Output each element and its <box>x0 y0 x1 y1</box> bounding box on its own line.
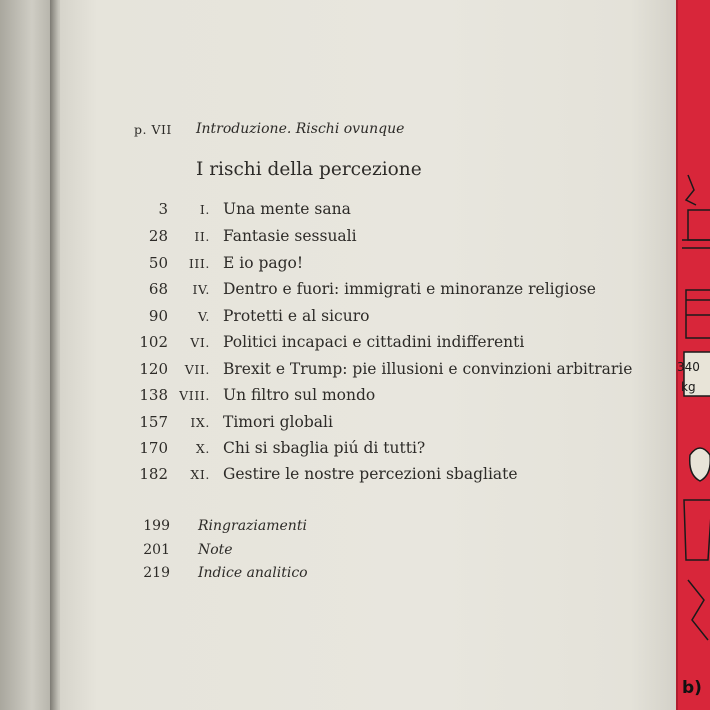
toc-row <box>100 200 620 226</box>
chapter-title: Timori globali <box>223 413 333 431</box>
back-matter-page-number: 199 <box>143 518 170 534</box>
back-matter-page-number: 201 <box>143 542 170 558</box>
chapter-title: Fantasie sessuali <box>223 227 357 245</box>
chapter-page-number: 3 <box>158 200 168 218</box>
chapter-roman-numeral: VI. <box>190 335 210 350</box>
chapter-title: Politici incapaci e cittadini indifferenti <box>223 333 525 351</box>
back-matter-page-number: 219 <box>143 565 170 581</box>
chapter-page-number: 68 <box>148 280 168 298</box>
toc-row <box>100 227 620 253</box>
chapter-roman-numeral: IX. <box>190 415 210 430</box>
toc-row <box>100 386 620 412</box>
chapter-roman-numeral: II. <box>194 229 210 244</box>
chapter-page-number: 28 <box>148 227 168 245</box>
red-cover-illustration <box>676 0 710 710</box>
chapter-roman-numeral: IV. <box>192 282 210 297</box>
chapter-roman-numeral: X. <box>195 441 210 456</box>
chapter-roman-numeral: VIII. <box>179 388 210 403</box>
intro-title: Introduzione. Rischi ovunque <box>196 121 405 137</box>
part-title: I rischi della percezione <box>196 159 422 180</box>
back-matter-row <box>100 565 500 589</box>
chapter-page-number: 170 <box>139 439 168 457</box>
chapter-page-number: 90 <box>148 307 168 325</box>
toc-row <box>100 439 620 465</box>
cover-corner-text: b) <box>682 678 702 698</box>
toc-row <box>100 333 620 359</box>
chapter-page-number: 50 <box>148 254 168 272</box>
chapter-title: Dentro e fuori: immigrati e minoranze religiose <box>223 280 596 298</box>
back-matter-row <box>100 518 500 542</box>
cover-weight-unit: kg <box>681 380 696 394</box>
cover-weight-label <box>677 360 710 394</box>
cover-drawing-icon <box>678 0 710 710</box>
chapter-title: Brexit e Trump: pie illusioni e convinzioni arbitrarie <box>223 360 633 378</box>
toc-row <box>100 413 620 439</box>
toc-row <box>100 465 620 491</box>
toc-row <box>100 360 633 386</box>
chapter-page-number: 157 <box>139 413 168 431</box>
chapter-page-number: 182 <box>139 465 168 483</box>
chapter-title: Un filtro sul mondo <box>223 386 376 404</box>
chapter-roman-numeral: XI. <box>190 467 210 482</box>
toc-row <box>100 254 620 280</box>
chapter-title: Gestire le nostre percezioni sbagliate <box>223 465 518 483</box>
intro-page-number: p. VII <box>134 122 172 137</box>
chapter-title: Protetti e al sicuro <box>223 307 370 325</box>
back-matter-row <box>100 542 500 566</box>
back-matter-title: Indice analitico <box>198 565 308 581</box>
chapter-title: Una mente sana <box>223 200 351 218</box>
chapter-roman-numeral: V. <box>197 309 210 324</box>
cover-weight-value: 340 <box>677 360 700 374</box>
back-matter-title: Ringraziamenti <box>198 518 307 534</box>
chapter-roman-numeral: VII. <box>184 362 210 377</box>
toc-row <box>100 280 620 306</box>
chapter-page-number: 102 <box>139 333 168 351</box>
back-matter-title: Note <box>198 542 233 558</box>
chapter-page-number: 138 <box>139 386 168 404</box>
chapter-roman-numeral: I. <box>199 202 210 217</box>
chapter-title: E io pago! <box>223 254 304 272</box>
chapter-roman-numeral: III. <box>188 256 210 271</box>
chapter-page-number: 120 <box>139 360 168 378</box>
chapter-title: Chi si sbaglia piú di tutti? <box>223 439 426 457</box>
toc-row <box>100 307 620 333</box>
